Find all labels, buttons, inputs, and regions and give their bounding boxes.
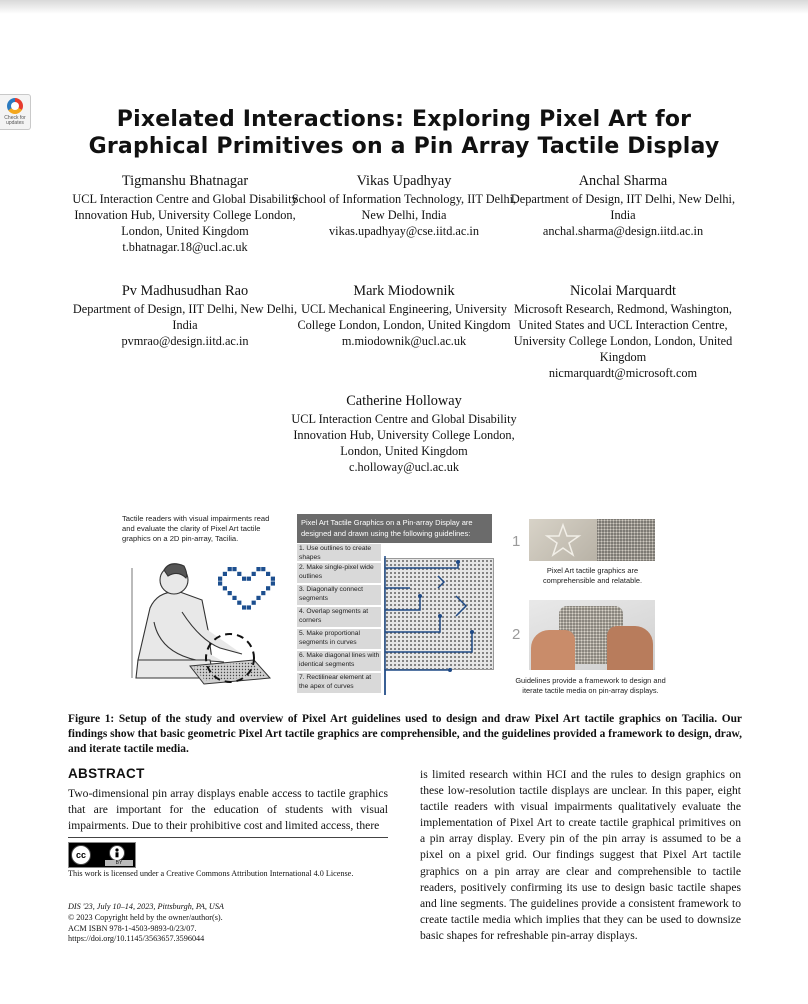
panel-header-text: Pixel Art Tactile Graphics on a Pin-array Display are designed and drawn using the following guidelines:: [301, 518, 473, 538]
author-email: m.miodownik@ucl.ac.uk: [341, 334, 467, 348]
isbn-line: ACM ISBN 978-1-4503-9893-0/23/07.: [68, 923, 197, 933]
top-shadow: [0, 0, 808, 14]
guideline-item: [297, 629, 381, 649]
author-name: Mark Miodownik: [353, 283, 455, 299]
author-affiliation: Microsoft Research, Redmond, Washington, United States and UCL Interaction Centre, University College London, London, United Kingdom: [513, 302, 733, 364]
author-email: anchal.sharma@design.iitd.ac.in: [542, 224, 704, 238]
guideline-text: 4. Overlap segments at corners: [299, 608, 369, 624]
footnote-rule: [68, 837, 388, 838]
badge-text: Check for updates: [4, 115, 26, 126]
by-label: BY: [105, 860, 133, 866]
figure-number-1: 1: [512, 533, 521, 550]
guideline-item: [297, 544, 381, 561]
author-name: Anchal Sharma: [578, 173, 668, 189]
figure-caption: Figure 1: Setup of the study and overview of Pixel Art guidelines used to design and draw Pixel Art tactile graphics on Tacilia. Our findings show that basic geometric Pixel Art tactile graphics are comprehensible, and the guidelines provided a framework to design, draw, and iterate tactile media.: [68, 713, 742, 755]
cc-icon: cc: [71, 845, 91, 865]
guideline-item: [297, 607, 381, 627]
author-email: vikas.upadhyay@cse.iitd.ac.in: [329, 224, 479, 238]
author-email: c.holloway@ucl.ac.uk: [348, 460, 459, 474]
author-affiliation: UCL Interaction Centre and Global Disability Innovation Hub, University College London, London, United Kingdom: [291, 412, 517, 458]
author-block: [508, 172, 738, 239]
guidelines-panel-header: [297, 514, 492, 543]
guideline-text: 1. Use outlines to create shapes: [299, 545, 372, 561]
conference-info: DIS '23, July 10–14, 2023, Pittsburgh, PA, USA: [68, 902, 224, 911]
check-for-updates-badge[interactable]: [0, 94, 31, 130]
attribution-icon: [109, 845, 125, 861]
abstract-column-2: is limited research within HCI and the rules to design graphics on these low-resolution tactile displays are unclear. In this paper, eight tactile readers with visual impairments qualitatively evaluate the implementation of Pixel Art to create tactile graphical primitives on a pin array display. Every pin of the pin array is assumed to be a pixel on a pixel grid. Our findings suggest that Pixel Art tactile graphics on a pin array are clear and comprehensible to tactile readers, positively confirming its use to design basic tactile shapes and line segments. The guidelines provide a consistent framework to create tactile media which implies that they can be used to downsize basic shapes for refreshable pin-array displays.: [420, 768, 741, 942]
figure-number-2: 2: [512, 626, 521, 643]
author-affiliation: UCL Interaction Centre and Global Disability Innovation Hub, University College London, London, United Kingdom: [72, 192, 298, 238]
author-block: [508, 282, 738, 381]
figure-left-text: Tactile readers with visual impairments read and evaluate the clarity of Pixel Art tactile graphics on a 2D pin-array, Tacilia.: [122, 514, 270, 543]
tactile-star-photo: [529, 519, 597, 561]
cc-by-license-badge[interactable]: [68, 842, 136, 868]
pixel-line-overlay: [380, 552, 498, 700]
guideline-text: 3. Diagonally connect segments: [299, 586, 363, 602]
author-affiliation: UCL Mechanical Engineering, University College London, London, United Kingdom: [297, 302, 511, 332]
author-block: [289, 172, 519, 239]
right-caption-1: Pixel Art tactile graphics are comprehensible and relatable.: [542, 566, 643, 585]
guideline-text: 2. Make single-pixel wide outlines: [299, 564, 374, 580]
guideline-text: 6. Make diagonal lines with identical segments: [299, 652, 380, 668]
doi-link[interactable]: https://doi.org/10.1145/3563657.3596044: [68, 934, 205, 944]
author-name: Catherine Holloway: [346, 393, 462, 409]
author-block: [289, 282, 519, 349]
guideline-text: 5. Make proportional segments in curves: [299, 630, 360, 646]
guideline-item: [297, 651, 381, 671]
guideline-text: 7. Rectilinear element at the apex of curves: [299, 674, 372, 690]
author-affiliation: Department of Design, IIT Delhi, New Delhi, India: [72, 302, 298, 332]
author-email: pvmrao@design.iitd.ac.in: [121, 334, 249, 348]
right-caption-2: Guidelines provide a framework to design and iterate tactile media on pin-array displays.: [515, 676, 666, 695]
author-name: Pv Madhusudhan Rao: [121, 283, 249, 299]
guideline-item: [297, 673, 381, 693]
author-name: Tigmanshu Bhatnagar: [121, 173, 249, 189]
author-email: t.bhatnagar.18@ucl.ac.uk: [122, 240, 248, 254]
author-block: [289, 392, 519, 475]
author-name: Nicolai Marquardt: [570, 283, 676, 299]
pixel-heart-icon: [218, 567, 278, 615]
abstract-heading: ABSTRACT: [68, 766, 145, 781]
pin-array-photo: [597, 519, 655, 561]
license-text: This work is licensed under a Creative Commons Attribution International 4.0 License.: [68, 869, 354, 878]
author-name: Vikas Upadhyay: [356, 173, 452, 189]
abstract-column-1: Two-dimensional pin array displays enable access to tactile graphics that are important for the education of students with visual impairments. Due to their prohibitive cost and limited access, there: [68, 787, 388, 833]
author-affiliation: School of Information Technology, IIT Delhi, New Delhi, India: [291, 192, 517, 222]
crossmark-icon: [7, 98, 23, 114]
copyright-line: © 2023 Copyright held by the owner/author(s).: [68, 912, 223, 922]
author-block: [70, 172, 300, 255]
author-block: [70, 282, 300, 349]
author-email: nicmarquardt@microsoft.com: [548, 366, 698, 380]
paper-title: Pixelated Interactions: Exploring Pixel Art for Graphical Primitives on a Pin Array Tactile Display: [88, 107, 720, 159]
author-affiliation: Department of Design, IIT Delhi, New Delhi, India: [510, 192, 736, 222]
hands-photo: [529, 600, 655, 670]
guideline-item: [297, 585, 381, 605]
publication-metadata: [68, 902, 368, 945]
guideline-item: [297, 563, 381, 583]
